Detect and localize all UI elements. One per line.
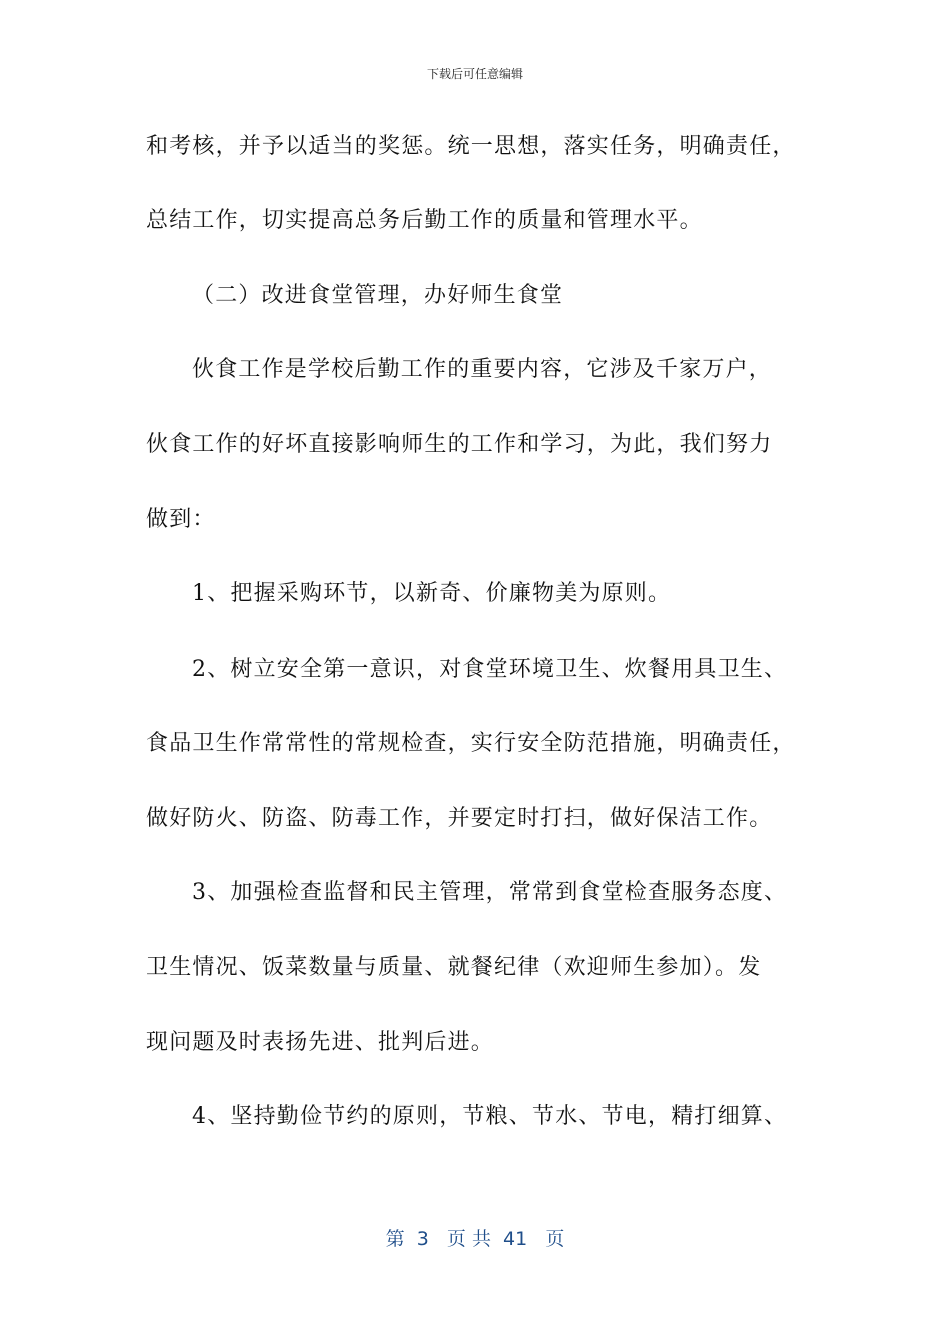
body-line: 伙食工作是学校后勤工作的重要内容，它涉及千家万户， [192,357,773,382]
page-header-note: 下载后可任意编辑 [426,67,523,81]
body-line: 总结工作，切实提高总务后勤工作的质量和管理水平。 [146,208,703,233]
list-item: 1、把握采购环节，以新奇、价廉物美为原则。 [192,581,672,606]
body-line: 做到： [146,507,216,532]
body-line: 伙食工作的好坏直接影响师生的工作和学习，为此，我们努力 [146,432,773,457]
list-item: 2、树立安全第一意识，对食堂环境卫生、炊餐用具卫生、 [192,657,788,682]
body-line: 现问题及时表扬先进、批判后进。 [146,1030,495,1055]
list-item: 4、坚持勤俭节约的原则，节粮、节水、节电，精打细算、 [192,1104,788,1129]
body-line: 和考核，并予以适当的奖惩。统一思想，落实任务，明确责任， [146,134,796,159]
section-heading: （二）改进食堂管理，办好师生食堂 [192,283,564,308]
list-item: 3、加强检查监督和民主管理，常常到食堂检查服务态度、 [192,880,788,905]
page-number: 第 3 页 共 41 页 [385,1228,565,1250]
body-line: 做好防火、防盗、防毒工作，并要定时打扫，做好保洁工作。 [146,806,773,831]
body-line: 食品卫生作常常性的常规检查，实行安全防范措施，明确责任， [146,731,796,756]
body-line: 卫生情况、饭菜数量与质量、就餐纪律（欢迎师生参加）。发 [146,955,762,980]
